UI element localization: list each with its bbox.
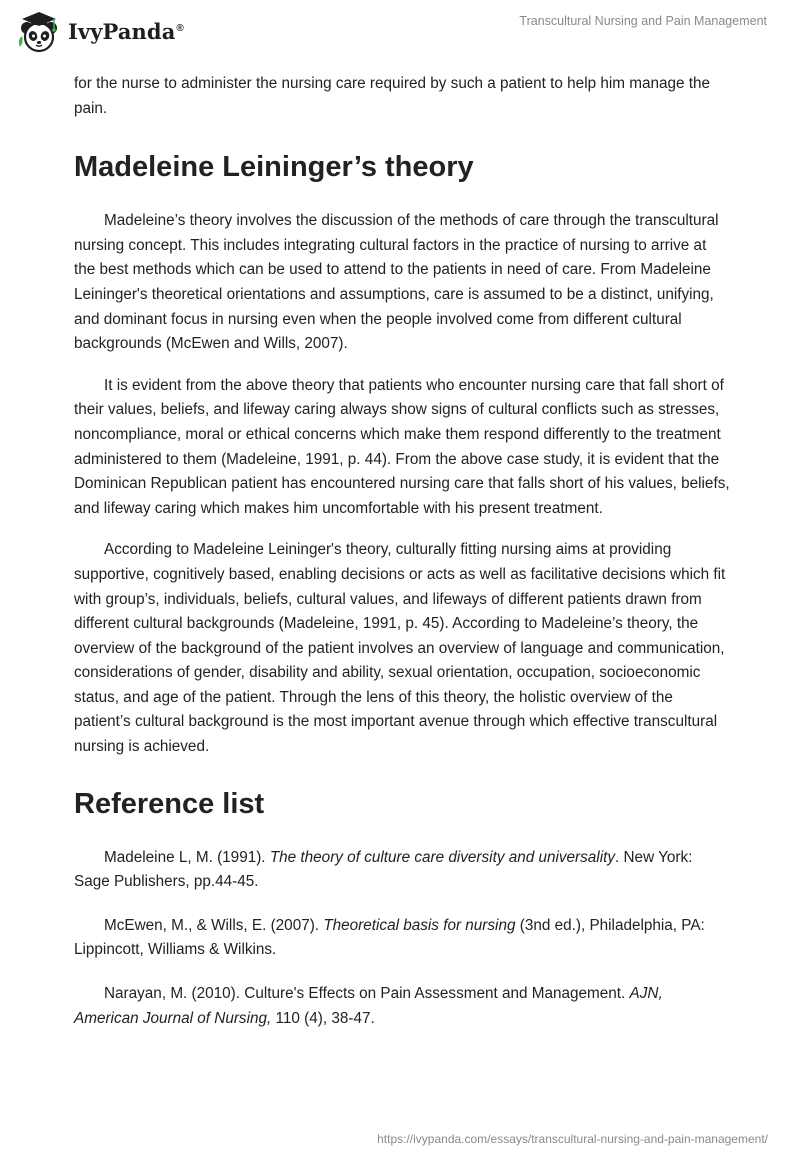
reference-text: McEwen, M., & Wills, E. (2007). xyxy=(104,916,324,934)
page-header xyxy=(0,0,800,66)
brand-name-text: IvyPanda xyxy=(68,18,176,44)
reference-text: (3nd ed.), Philadelphia, PA: Lippincott, Williams & Wilkins. xyxy=(74,916,705,959)
reference-text: 110 (4), 38-47. xyxy=(271,1009,375,1027)
reference-text: Narayan, M. (2010). Culture's Effects on Pain Assessment and Management. xyxy=(104,985,630,1003)
reference-text: . New York: Sage Publishers, pp.44-45. xyxy=(74,848,693,891)
source-url[interactable]: https://ivypanda.com/essays/transcultural-nursing-and-pain-management/ xyxy=(377,1132,768,1146)
section-heading-theory: Madeleine Leininger’s theory xyxy=(74,151,474,184)
body-paragraph: It is evident from the above theory that patients who encounter nursing care that fall short of their values, beliefs, and lifeway caring always show signs of cultural conflicts such as stresses, noncompliance, moral or ethical concerns which make them respond differently to the treatment administered to them (Madeleine, 1991, p. 44). From the above case study, it is evident that the Dominican Republican patient has encountered nursing care that falls short of his values, beliefs, and lifeway caring which makes him uncomfortable with his present treatment. xyxy=(74,376,730,517)
body-paragraph: Madeleine’s theory involves the discussion of the methods of care through the transcultural nursing concept. This includes integrating cultural factors in the practice of nursing to arrive at the best methods which can be used to attend to the patients in need of care. From Madeleine Leininger's theoretical orientations and assumptions, care is assumed to be a distinct, unifying, and dominant focus in nursing even when the people involved come from different cultural backgrounds (McEwen and Wills, 2007). xyxy=(74,212,719,353)
lead-paragraph: for the nurse to administer the nursing care required by such a patient to help him manage the pain. xyxy=(74,75,711,117)
reference-item xyxy=(74,914,730,963)
registered-mark: ® xyxy=(176,22,184,34)
reference-title: Theoretical basis for nursing xyxy=(323,916,516,934)
panda-graduate-icon xyxy=(16,9,62,55)
body-paragraph: According to Madeleine Leininger's theory, culturally fitting nursing aims at providing supportive, cognitively based, enabling decisions or acts as well as facilitative decisions which fit with group’s, individuals, beliefs, cultural values, and lifeways of different patients drawn from different cultural backgrounds (Madeleine, 1991, p. 45). According to Madeleine’s theory, the overview of the background of the patient involves an overview of language and communication, considerations of gender, disability and ability, sexual orientation, occupation, socioeconomic status, and age of the patient. Through the lens of this theory, the holistic overview of the patient’s cultural background is the most important avenue through which effective transcultural nursing is achieved. xyxy=(74,541,726,756)
reference-title: The theory of culture care diversity and universality xyxy=(269,848,616,866)
reference-title: AJN, American Journal of Nursing, xyxy=(74,985,663,1027)
essay-content xyxy=(74,72,730,1050)
brand-name xyxy=(68,19,184,44)
reference-text: Madeleine L, M. (1991). xyxy=(104,848,270,866)
reference-item xyxy=(74,846,730,895)
document-title: Transcultural Nursing and Pain Management xyxy=(519,14,767,28)
reference-item xyxy=(74,982,730,1031)
brand-logo[interactable] xyxy=(16,9,184,55)
section-heading-references: Reference list xyxy=(74,787,265,820)
